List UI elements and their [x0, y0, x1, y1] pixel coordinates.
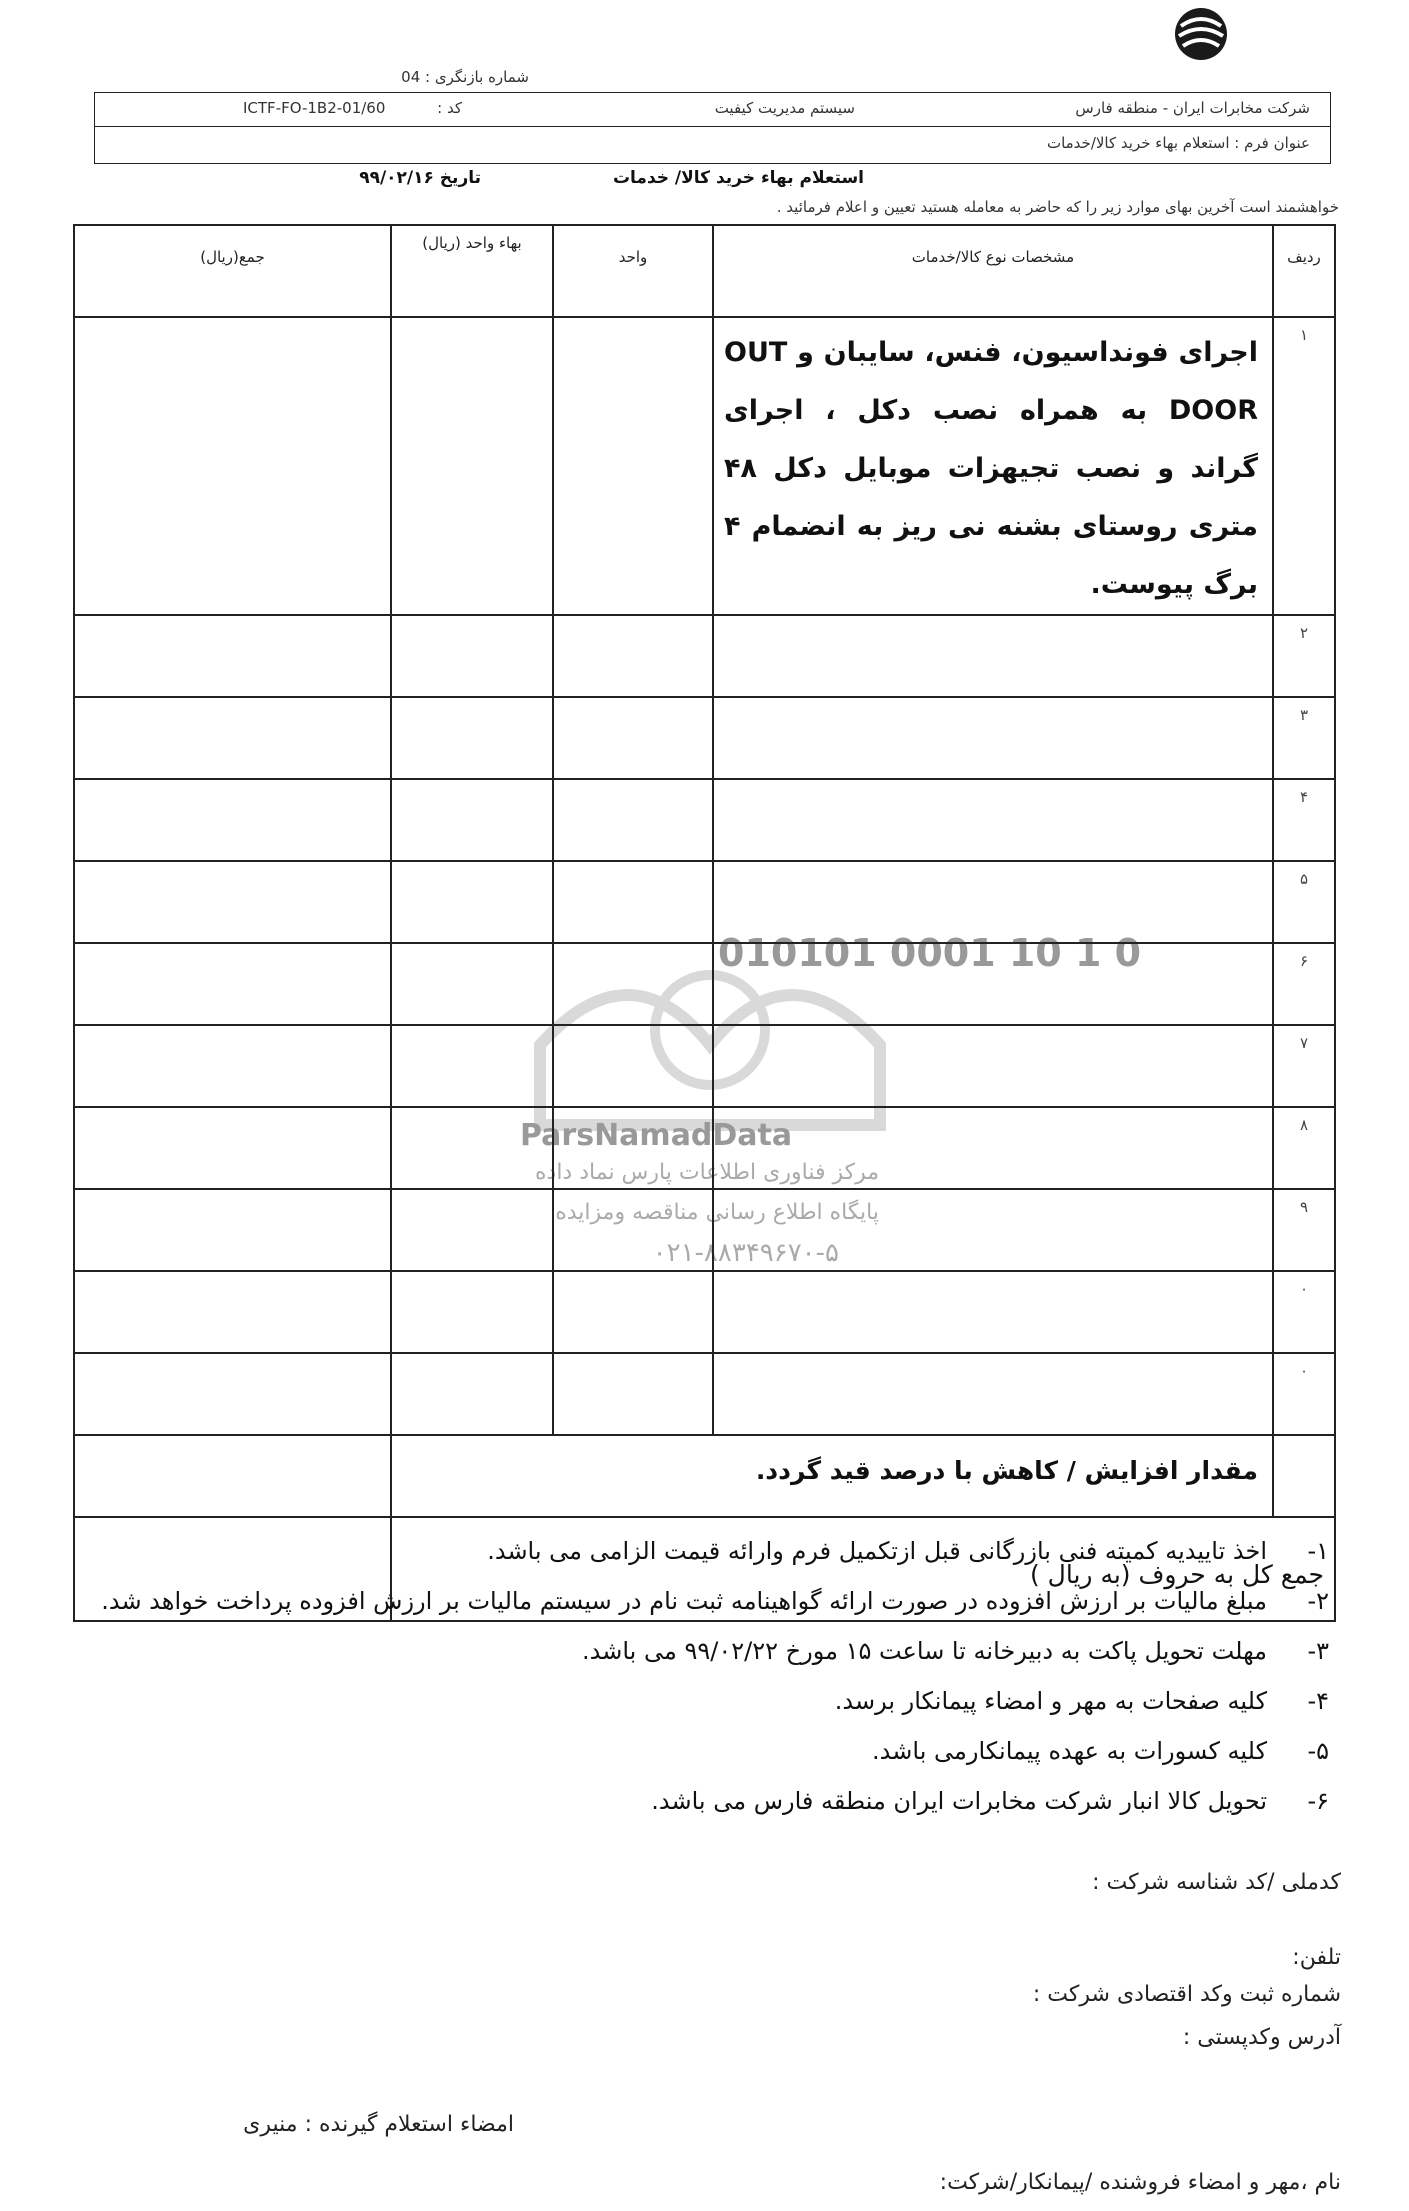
unit-price-cell[interactable]	[391, 615, 553, 697]
total-cell[interactable]	[74, 1107, 391, 1189]
row-number: ۳	[1273, 697, 1335, 779]
col-header-row: ردیف	[1273, 225, 1335, 317]
list-item: ۳- مهلت تحویل پاکت به دبیرخانه تا ساعت ۱۵ مورخ ۹۹/۰۲/۲۲ می باشد.	[582, 1637, 1329, 1665]
change-row	[74, 1435, 1335, 1517]
col-header-desc: مشخصات نوع کالا/خدمات	[713, 225, 1273, 317]
table-row	[74, 1107, 1335, 1189]
unit-price-cell[interactable]	[391, 1189, 553, 1271]
total-cell[interactable]	[74, 1353, 391, 1435]
company-name: شرکت مخابرات ایران - منطقه فارس	[1075, 99, 1310, 117]
row-description[interactable]	[713, 615, 1273, 697]
row-description[interactable]	[713, 697, 1273, 779]
total-cell[interactable]	[74, 861, 391, 943]
table-row	[74, 779, 1335, 861]
total-in-words-label: جمع کل به حروف (به ریال )	[391, 1517, 1335, 1621]
form-code: ICTF-FO-1B2-01/60	[243, 99, 386, 117]
row-number: ۵	[1273, 861, 1335, 943]
watermark-phone: ۰۲۱-۸۸۳۴۹۶۷۰-۵	[652, 1238, 839, 1268]
unit-price-cell[interactable]	[391, 1107, 553, 1189]
unit-cell[interactable]	[553, 697, 713, 779]
watermark-brand: ParsNamadData	[520, 1118, 793, 1153]
request-text: خواهشمند است آخرین بهای موارد زیر را که حاضر به معامله هستید تعیین و اعلام فرمائید .	[776, 198, 1339, 216]
code-label: کد :	[437, 99, 462, 117]
row-description[interactable]	[713, 861, 1273, 943]
change-note: مقدار افزایش / کاهش با درصد قید گردد.	[391, 1435, 1273, 1517]
row-description[interactable]	[713, 1107, 1273, 1189]
row-description[interactable]	[713, 779, 1273, 861]
national-id-field[interactable]: کدملی /کد شناسه شرکت :	[1092, 1870, 1341, 1895]
total-cell[interactable]	[74, 1189, 391, 1271]
unit-cell[interactable]	[553, 1353, 713, 1435]
form-title: عنوان فرم : استعلام بهاء خرید کالا/خدمات	[1046, 134, 1310, 152]
watermark-line2: پایگاه اطلاع رسانی مناقصه ومزایده	[555, 1200, 879, 1225]
total-cell[interactable]	[74, 943, 391, 1025]
row-number: ۴	[1273, 779, 1335, 861]
unit-price-cell[interactable]	[391, 943, 553, 1025]
row-number: ۶	[1273, 943, 1335, 1025]
items-table	[73, 224, 1336, 1622]
registration-field[interactable]: شماره ثبت وکد اقتصادی شرکت :	[1032, 1982, 1341, 2007]
table-row	[74, 1189, 1335, 1271]
total-cell[interactable]	[74, 615, 391, 697]
unit-cell[interactable]	[553, 615, 713, 697]
row-number: ۲	[1273, 615, 1335, 697]
list-item: ۱- اخذ تاییدیه کمیته فنی بازرگانی قبل ازتکمیل فرم وارائه قیمت الزامی می باشد.	[487, 1537, 1329, 1565]
address-field[interactable]: آدرس وکدپستی :	[1182, 2025, 1341, 2050]
document-title: استعلام بهاء خرید کالا/ خدمات	[612, 168, 864, 188]
total-cell[interactable]	[74, 1271, 391, 1353]
row-description[interactable]	[713, 943, 1273, 1025]
receiver-signature: امضاء استعلام گیرنده : منیری	[243, 2112, 514, 2137]
watermark-digits: 010101 0001 10 1 0	[718, 931, 1142, 975]
col-header-total: جمع(ریال)	[74, 225, 391, 317]
list-item: ۵- کلیه کسورات به عهده پیمانکارمی باشد.	[872, 1737, 1329, 1765]
table-row	[74, 1353, 1335, 1435]
revision-number: شماره بازنگری : 04	[401, 68, 529, 86]
total-cell[interactable]	[74, 697, 391, 779]
row-description[interactable]	[713, 1189, 1273, 1271]
unit-price-cell[interactable]	[391, 317, 553, 615]
header-box	[94, 92, 1331, 164]
row-number: ۱	[1273, 317, 1335, 615]
list-item: ۲- مبلغ مالیات بر ارزش افزوده در صورت ارائه گواهینامه ثبت نام در سیستم مالیات بر ارزش افزوده پرداخت خواهد شد.	[101, 1587, 1329, 1615]
unit-cell[interactable]	[553, 861, 713, 943]
list-item: ۴- کلیه صفحات به مهر و امضاء پیمانکار برسد.	[834, 1687, 1329, 1715]
unit-cell[interactable]	[553, 317, 713, 615]
unit-cell[interactable]	[553, 779, 713, 861]
seller-signature-field[interactable]: نام ،مهر و امضاء فروشنده /پیمانکار/شرکت:	[939, 2170, 1341, 2195]
unit-price-cell[interactable]	[391, 1271, 553, 1353]
unit-cell[interactable]	[553, 1107, 713, 1189]
row-description: اجرای فونداسیون، فنس، سایبان و OUT DOOR به همراه نصب دکل ، اجرای گراند و نصب تجیهزات موبایل دکل ۴۸ متری روستای بشنه نی ریز به انضمام ۴ برگ پیوست.	[713, 317, 1273, 615]
table-row	[74, 1025, 1335, 1107]
watermark-line1: مرکز فناوری اطلاعات پارس نماد داده	[535, 1160, 879, 1185]
total-cell[interactable]	[74, 317, 391, 615]
unit-price-cell[interactable]	[391, 697, 553, 779]
document-date: تاریخ ۹۹/۰۲/۱۶	[359, 168, 481, 188]
table-row	[74, 615, 1335, 697]
row-number: ۷	[1273, 1025, 1335, 1107]
unit-cell[interactable]	[553, 1025, 713, 1107]
row-number: ۰	[1273, 1271, 1335, 1353]
phone-field[interactable]: تلفن:	[1292, 1945, 1341, 1970]
conditions-list	[79, 1526, 1329, 1826]
row-description[interactable]	[713, 1271, 1273, 1353]
unit-price-cell[interactable]	[391, 1353, 553, 1435]
unit-price-cell[interactable]	[391, 779, 553, 861]
row-description[interactable]	[713, 1353, 1273, 1435]
list-item: ۶- تحویل کالا انبار شرکت مخابرات ایران منطقه فارس می باشد.	[651, 1787, 1329, 1815]
unit-price-cell[interactable]	[391, 1025, 553, 1107]
unit-cell[interactable]	[553, 943, 713, 1025]
col-header-price: بهاء واحد (ریال)	[391, 225, 553, 317]
table-row	[74, 317, 1335, 615]
table-row	[74, 697, 1335, 779]
row-number: ۹	[1273, 1189, 1335, 1271]
unit-price-cell[interactable]	[391, 861, 553, 943]
col-header-unit: واحد	[553, 225, 713, 317]
table-row	[74, 943, 1335, 1025]
unit-cell[interactable]	[553, 1189, 713, 1271]
table-row	[74, 861, 1335, 943]
row-number: ۰	[1273, 1353, 1335, 1435]
table-row	[74, 1271, 1335, 1353]
row-description[interactable]	[713, 1025, 1273, 1107]
system-name: سیستم مدیریت کیفیت	[714, 99, 855, 117]
row-number: ۸	[1273, 1107, 1335, 1189]
total-cell[interactable]	[74, 1025, 391, 1107]
unit-cell[interactable]	[553, 1271, 713, 1353]
total-cell[interactable]	[74, 779, 391, 861]
company-logo-icon	[1165, 4, 1237, 64]
